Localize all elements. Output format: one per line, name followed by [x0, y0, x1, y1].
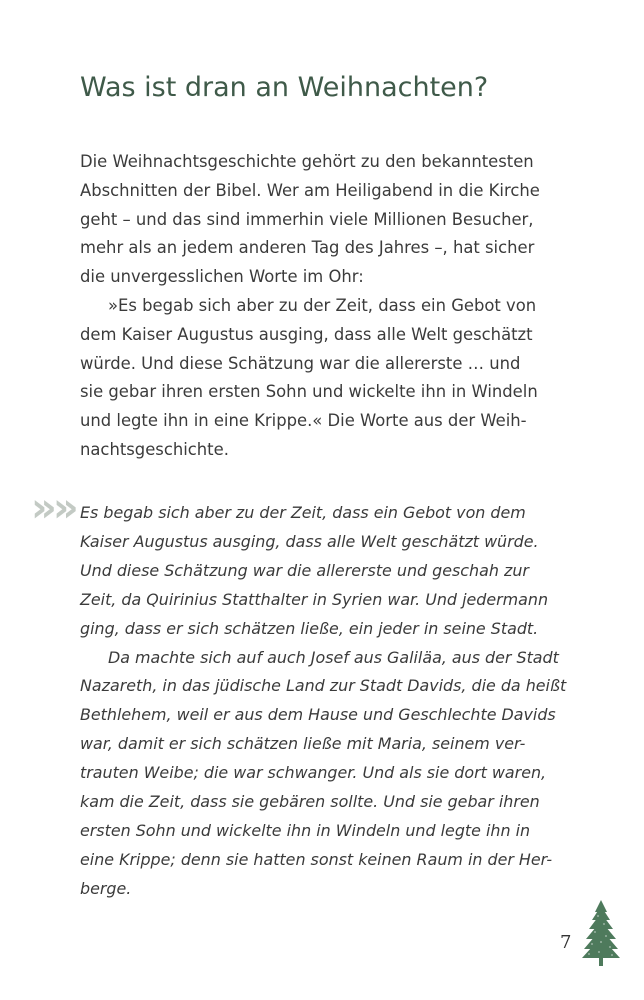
page-number: 7	[560, 932, 572, 953]
quote-line: war, damit er sich schätzen ließe mit Maria, seinem ver-	[80, 734, 526, 754]
paragraph-line: »Es begab sich aber zu der Zeit, dass ein Gebot von	[108, 295, 537, 315]
paragraph-line: dem Kaiser Augustus ausging, dass alle Welt geschätzt	[80, 324, 533, 344]
quote-line: Kaiser Augustus ausging, dass alle Welt geschätzt würde.	[80, 531, 539, 551]
quote-line: Und diese Schätzung war die allererste und geschah zur	[80, 560, 529, 580]
quote-mark: »	[52, 485, 75, 531]
paragraph-line: nachtsgeschichte.	[80, 439, 229, 459]
quote-mark: »	[31, 485, 53, 531]
quote-line: ging, dass er sich schätzen ließe, ein jeder in seine Stadt.	[80, 618, 539, 638]
quote-line: ersten Sohn und wickelte ihn in Windeln und legte ihn in	[80, 820, 531, 840]
paragraph-line: die unvergesslichen Worte im Ohr:	[80, 267, 364, 287]
quote-line: Nazareth, in das jüdische Land zur Stadt Davids, die da heißt	[80, 676, 567, 696]
scripture-quote	[80, 499, 590, 904]
paragraph-line: mehr als an jedem anderen Tag des Jahres –, hat sicher	[80, 238, 535, 258]
paragraph-line: Die Weihnachtsgeschichte gehört zu den bekanntesten	[80, 152, 534, 171]
paragraph-line: würde. Und diese Schätzung war die allererste … und	[80, 353, 521, 373]
quote-marks-icon	[31, 485, 75, 531]
christmas-tree-icon	[581, 898, 621, 968]
quote-line: berge.	[80, 878, 132, 898]
quote-line: Bethlehem, weil er aus dem Hause und Geschlechte Davids	[80, 705, 556, 725]
paragraph-line: und legte ihn in eine Krippe.« Die Worte aus der Weih-	[80, 411, 527, 431]
intro-paragraph	[80, 148, 590, 465]
quote-line: eine Krippe; denn sie hatten sonst keinen Raum in der Her-	[80, 849, 553, 869]
quote-line: Da machte sich auf auch Josef aus Galiläa, aus der Stadt	[108, 647, 559, 667]
page-title: Was ist dran an Weihnachten?	[80, 72, 489, 103]
quote-line: Zeit, da Quirinius Statthalter in Syrien war. Und jedermann	[80, 589, 549, 609]
paragraph-line: geht – und das sind immerhin viele Millionen Besucher,	[80, 209, 534, 229]
paragraph-line: sie gebar ihren ersten Sohn und wickelte ihn in Windeln	[80, 382, 538, 402]
paragraph-line: Abschnitten der Bibel. Wer am Heiligabend in die Kirche	[80, 180, 540, 200]
quote-line: kam die Zeit, dass sie gebären sollte. Und sie gebar ihren	[80, 792, 540, 812]
quote-line: trauten Weibe; die war schwanger. Und als sie dort waren,	[80, 763, 547, 783]
quote-line: Es begab sich aber zu der Zeit, dass ein Gebot von dem	[80, 503, 526, 522]
